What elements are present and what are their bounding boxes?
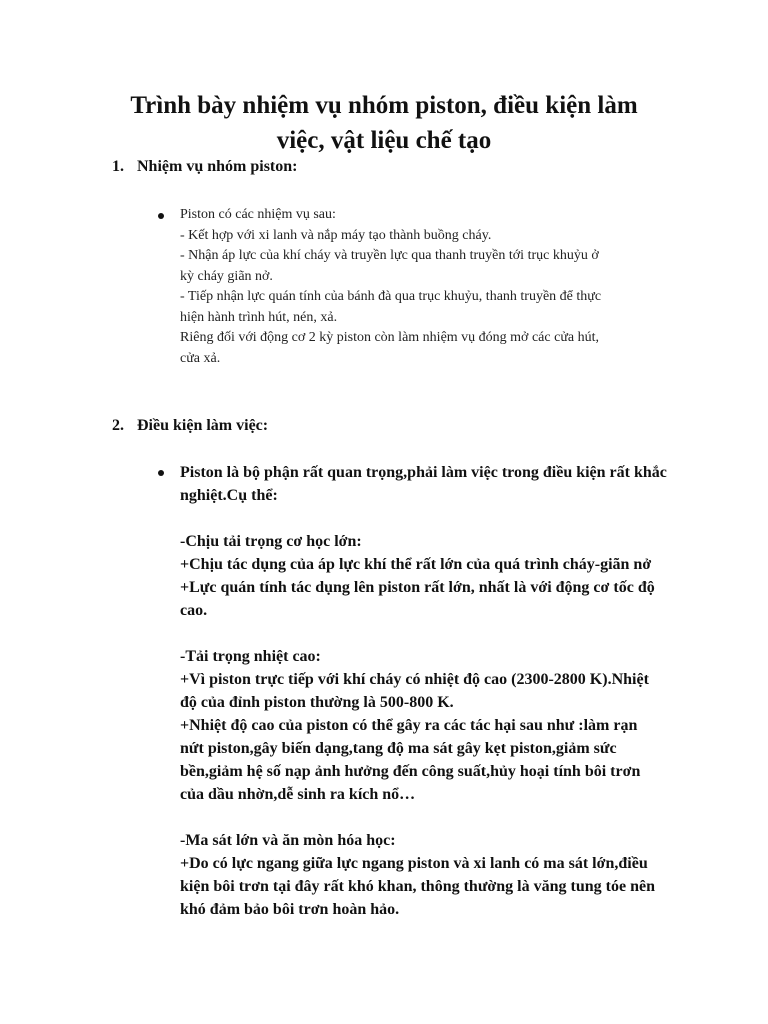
title-line: Trình bày nhiệm vụ nhóm piston, điều kiện làm bbox=[130, 92, 638, 119]
paragraph-line: cao. bbox=[180, 602, 208, 619]
paragraph-gap bbox=[180, 806, 700, 829]
paragraph-line: Piston là bộ phận rất quan trọng,phải làm việc trong điều kiện rất khắc bbox=[180, 464, 667, 481]
paragraph-line: +Do có lực ngang giữa lực ngang piston và xi lanh có ma sát lớn,điều bbox=[180, 855, 648, 872]
section-1-bullet bbox=[180, 205, 685, 369]
bullet-icon bbox=[158, 213, 164, 219]
paragraph-line: - Kết hợp với xi lanh và nắp máy tạo thành buồng cháy. bbox=[180, 227, 492, 243]
paragraph-line: cửa xả. bbox=[180, 350, 221, 366]
paragraph-line: +Nhiệt độ cao của piston có thể gây ra các tác hại sau như :làm rạn bbox=[180, 717, 638, 734]
section-title: Điều kiện làm việc: bbox=[137, 417, 269, 434]
paragraph-line: +Vì piston trực tiếp với khí cháy có nhiệt độ cao (2300-2800 K).Nhiệt bbox=[180, 671, 649, 688]
paragraph-line: kỳ cháy giãn nở. bbox=[180, 268, 273, 284]
paragraph-line: độ của đỉnh piston thường là 500-800 K. bbox=[180, 694, 454, 711]
bullet-icon bbox=[158, 470, 164, 476]
paragraph-line: - Tiếp nhận lực quán tính của bánh đà qua trục khuỷu, thanh truyền để thực bbox=[180, 289, 602, 304]
paragraph-gap bbox=[180, 622, 700, 645]
paragraph-line: hiện hành trình hút, nén, xả. bbox=[180, 309, 338, 325]
paragraph-line: khó đảm bảo bôi trơn hoàn hảo. bbox=[180, 901, 400, 918]
paragraph-gap bbox=[180, 507, 700, 530]
paragraph-line: Piston có các nhiệm vụ sau: bbox=[180, 207, 336, 222]
subheading-line: -Ma sát lớn và ăn mòn hóa học: bbox=[180, 832, 396, 849]
section-title: Nhiệm vụ nhóm piston: bbox=[137, 158, 298, 175]
title-line: việc, vật liệu chế tạo bbox=[276, 127, 492, 154]
section-1-heading bbox=[112, 158, 297, 176]
section-2-bullet bbox=[180, 461, 700, 921]
paragraph-line: - Nhận áp lực của khí cháy và truyền lực qua thanh truyền tới trục khuỷu ở bbox=[180, 248, 599, 263]
section-2-heading bbox=[112, 417, 268, 435]
paragraph-line: Riêng đối với động cơ 2 kỳ piston còn làm nhiệm vụ đóng mở các cửa hút, bbox=[180, 330, 600, 345]
paragraph-line: bền,giảm hệ số nạp ảnh hưởng đến công suất,hủy hoại tính bôi trơn bbox=[180, 763, 641, 780]
paragraph-line: nghiệt.Cụ thể: bbox=[180, 487, 278, 504]
document-title bbox=[100, 88, 668, 158]
section-number: 2. bbox=[112, 417, 124, 434]
subheading-line: -Tải trọng nhiệt cao: bbox=[180, 648, 321, 665]
subheading-line: -Chịu tải trọng cơ học lớn: bbox=[180, 533, 362, 550]
paragraph-line: kiện bôi trơn tại đây rất khó khan, thông thường là văng tung tóe nên bbox=[180, 878, 655, 895]
paragraph-line: +Lực quán tính tác dụng lên piston rất lớn, nhất là với động cơ tốc độ bbox=[180, 579, 655, 596]
section-number: 1. bbox=[112, 158, 124, 175]
paragraph-line: của dầu nhờn,dễ sinh ra kích nổ… bbox=[180, 786, 416, 803]
paragraph-line: +Chịu tác dụng của áp lực khí thể rất lớn của quá trình cháy-giãn nở bbox=[180, 556, 652, 573]
paragraph-line: nứt piston,gây biến dạng,tang độ ma sát gây kẹt piston,giảm sức bbox=[180, 740, 617, 757]
